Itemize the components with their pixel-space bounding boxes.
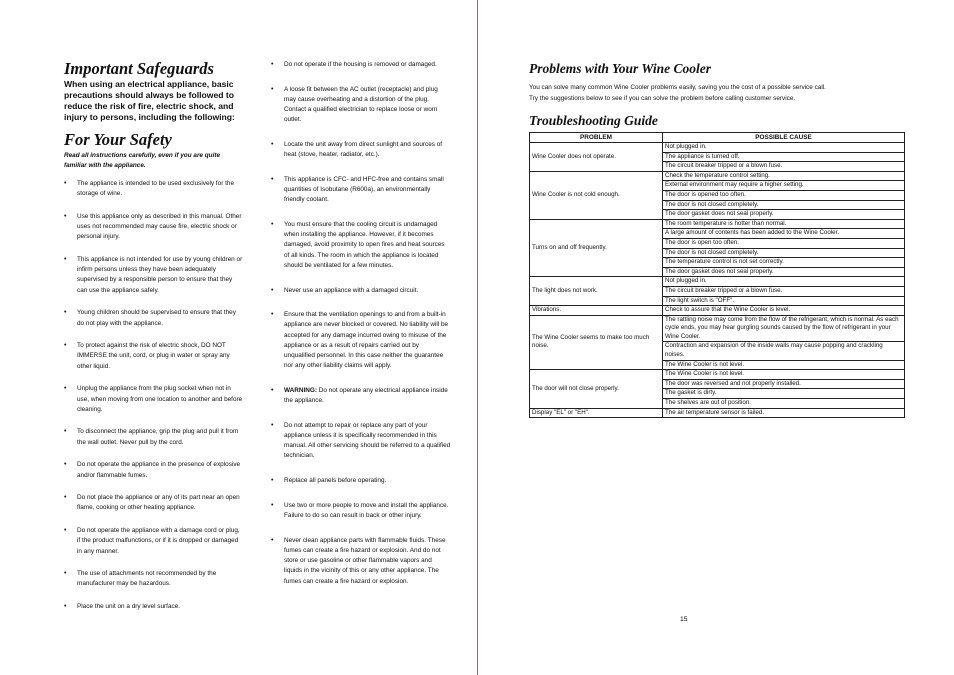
cause-line: Not plugged in.	[663, 143, 904, 153]
intro-line: Try the suggestions below to see if you can solve the problem before calling customer service.	[529, 95, 796, 102]
cause-line: The light switch is "OFF".	[665, 296, 735, 304]
table-row	[530, 143, 905, 172]
page-number: 15	[680, 616, 688, 623]
problem-cell: Wine Cooler is not cold enough.	[530, 171, 663, 219]
problem-cell: Vibrations.	[530, 306, 663, 316]
list-item: • Replace all panels before operating.	[271, 476, 451, 486]
important-safeguards-title: Important Safeguards	[64, 59, 214, 78]
for-your-safety-title: For Your Safety	[64, 130, 172, 149]
cause-line: The rattling noise may come from the flow of the refrigerant, which is normal. As each cycle ends, you may hear gurgling sounds caused by the flow of refrigerant in your Wine Cooler.	[663, 316, 904, 343]
table-header-row	[530, 133, 905, 143]
table-row	[530, 306, 905, 316]
table-row	[530, 277, 905, 306]
cause-line: The door gasket does not seal properly.	[665, 210, 774, 218]
cause-line: The door was reversed and not properly installed.	[663, 380, 904, 390]
list-item: • A loose fit between the AC outlet (receptacle) and plug may cause overheating and a distortion of the plug. Contact a qualified electrician to replace loose or worn outlet.	[271, 85, 451, 126]
cause-line: A large amount of contents has been added to the Wine Cooler.	[663, 229, 904, 239]
table-row	[530, 219, 905, 277]
cause-cell	[663, 277, 905, 306]
warning-list-item	[271, 386, 451, 406]
column-header-possible-cause: POSSIBLE CAUSE	[663, 133, 905, 143]
problem-cell: Turns on and off frequently.	[530, 219, 663, 277]
list-item: • This appliance is CFC- and HFC-free and contains small quantities of Isobutane (R600a), an environmentally friendly coolant.	[271, 175, 451, 206]
cause-line: The door is open too often.	[663, 239, 904, 249]
safety-list-column-1	[64, 179, 244, 612]
problem-cell: The Wine Cooler seems to make too much noise.	[530, 315, 663, 370]
troubleshooting-section	[529, 60, 909, 418]
cause-line: The door is not closed completely.	[663, 201, 904, 211]
list-item: • Never use an appliance with a damaged circuit.	[271, 286, 451, 296]
intro-line: You can solve many common Wine Cooler problems easily, saving you the cost of a possible service call.	[529, 84, 826, 91]
table-row	[530, 315, 905, 370]
list-item: • Do not place the appliance or any of its part near an open flame, cooking or other heating appliance.	[64, 493, 244, 513]
cause-line: Check to assure that the Wine Cooler is level.	[665, 306, 791, 314]
problem-cell: The light does not work.	[530, 277, 663, 306]
cause-cell	[663, 143, 905, 172]
list-item: • Do not operate the appliance with a damage cord or plug, if the product malfunctions, or if it is dropped or damaged in any manner.	[64, 526, 244, 557]
cause-line: The shelves are out of position.	[665, 399, 751, 407]
cause-line: Check the temperature control setting.	[663, 172, 904, 182]
table-body	[530, 143, 905, 418]
cause-cell	[663, 370, 905, 408]
left-column-1	[64, 60, 244, 625]
cause-cell	[663, 306, 905, 316]
warning-text: Do not operate any electrical appliance inside the appliance.	[284, 386, 448, 405]
list-item: • To disconnect the appliance, grip the plug and pull it from the wall outlet. Never pull by the cord.	[64, 427, 244, 447]
cause-cell	[663, 219, 905, 277]
cause-line: The gasket is dirty.	[663, 389, 904, 399]
list-item: • Do not attempt to repair or replace any part of your appliance unless it is specifically recommended in this manual. All other servicing should be referred to a qualified technician.	[271, 421, 451, 462]
cause-line: The door gasket does not seal properly.	[665, 267, 774, 275]
cause-line: Not plugged in.	[663, 277, 904, 287]
cause-cell	[663, 315, 905, 370]
problem-cell: Wine Cooler does not operate.	[530, 143, 663, 172]
list-item: • Do not operate the appliance in the presence of explosive and/or flammable fumes.	[64, 460, 244, 480]
list-item: • Never clean appliance parts with flammable fluids. These fumes can create a fire hazard or explosion. And do not store or use gasoline or other flammable vapors and liquids in the vicinity of this or any other appliance. The fumes can create a fire hazard or explosion.	[271, 536, 451, 587]
cause-cell	[663, 408, 905, 418]
list-item: • Place the unit on a dry level surface.	[64, 602, 244, 612]
table-row	[530, 171, 905, 219]
list-item: • You must ensure that the cooling circuit is undamaged when installing the appliance. However, if it becomes damaged, avoid proximity to open fires and heat sources of all kinds. The room in which the appliance is located should be ventilated for a few minutes.	[271, 220, 451, 271]
list-item: • Ensure that the ventilation openings to and from a built-in appliance are never blocked or covered. No liability will be accepted for any damage incurred owing to misuse of the appliance or as a result of repairs carried out by unqualified personnel. In this case neither the guarantee nor any other liability claims will apply.	[271, 310, 451, 371]
cause-line: The Wine Cooler is not level.	[663, 370, 904, 380]
safety-list-column-2	[271, 60, 451, 587]
list-item: • Locate the unit away from direct sunlight and sources of heat (stove, heater, radiator, etc.).	[271, 140, 451, 160]
cause-line: The door is opened too often.	[663, 191, 904, 201]
cause-line: The appliance is turned off.	[663, 153, 904, 163]
problem-cell: The door will not close properly.	[530, 370, 663, 408]
table-row	[530, 370, 905, 408]
list-item: • The use of attachments not recommended by the manufacturer may be hazardous.	[64, 569, 244, 589]
list-item: • Do not operate if the housing is removed or damaged.	[271, 60, 451, 70]
cause-line: The door is not closed completely.	[663, 249, 904, 259]
list-item: • Use this appliance only as described in this manual. Other uses not recommended may cause fire, electric shock or personal injury.	[64, 212, 244, 243]
cause-line: The Wine Cooler is not level.	[665, 360, 745, 368]
problems-title: Problems with Your Wine Cooler	[529, 61, 712, 76]
list-item: • Young children should be supervised to ensure that they do not play with the appliance.	[64, 308, 244, 328]
list-item: • Unplug the appliance from the plug socket when not in use, when moving from one location to another and before cleaning.	[64, 384, 244, 415]
troubleshooting-table	[529, 132, 905, 418]
cause-line: The room temperature is hotter than normal.	[663, 220, 904, 230]
cause-line: The circuit breaker tripped or a blown fuse.	[665, 162, 783, 170]
cause-line: The air temperature sensor is failed.	[665, 408, 765, 416]
list-item: • The appliance is intended to be used exclusively for the storage of wine.	[64, 179, 244, 199]
safety-intro: Read all instructions carefully, even if you are quite familiar with the appliance.	[64, 152, 221, 169]
table-row	[530, 408, 905, 418]
problem-cell: Display "EL" or "EH".	[530, 408, 663, 418]
right-page	[478, 0, 954, 675]
cause-cell	[663, 171, 905, 219]
troubleshooting-title: Troubleshooting Guide	[529, 113, 658, 128]
left-column-2	[271, 60, 451, 601]
cause-line: The circuit breaker tripped or a blown fuse.	[663, 287, 904, 297]
list-item: • This appliance is not intended for use by young children or infirm persons unless they have been adequately supervised by a responsible person to ensure that they can use the appliance safely.	[64, 255, 244, 296]
warning-label: WARNING:	[284, 386, 318, 394]
list-item: • To protect against the risk of electric shock, DO NOT IMMERSE the unit, cord, or plug in water or spray any other liquid.	[64, 341, 244, 372]
safeguards-intro: When using an electrical appliance, basic precautions should always be followed to reduce the risk of fire, electric shock, and injury to persons, including the following:	[64, 79, 235, 122]
cause-line: External environment may require a higher setting.	[663, 181, 904, 191]
cause-line: Contraction and expansion of the inside walls may cause popping and crackling noises.	[663, 342, 904, 360]
problems-intro	[529, 82, 909, 104]
column-header-problem: PROBLEM	[530, 133, 663, 143]
list-item: • Use two or more people to move and install the appliance. Failure to do so can result in back or other injury.	[271, 501, 451, 521]
cause-line: The temperature control is not set correctly.	[663, 258, 904, 268]
